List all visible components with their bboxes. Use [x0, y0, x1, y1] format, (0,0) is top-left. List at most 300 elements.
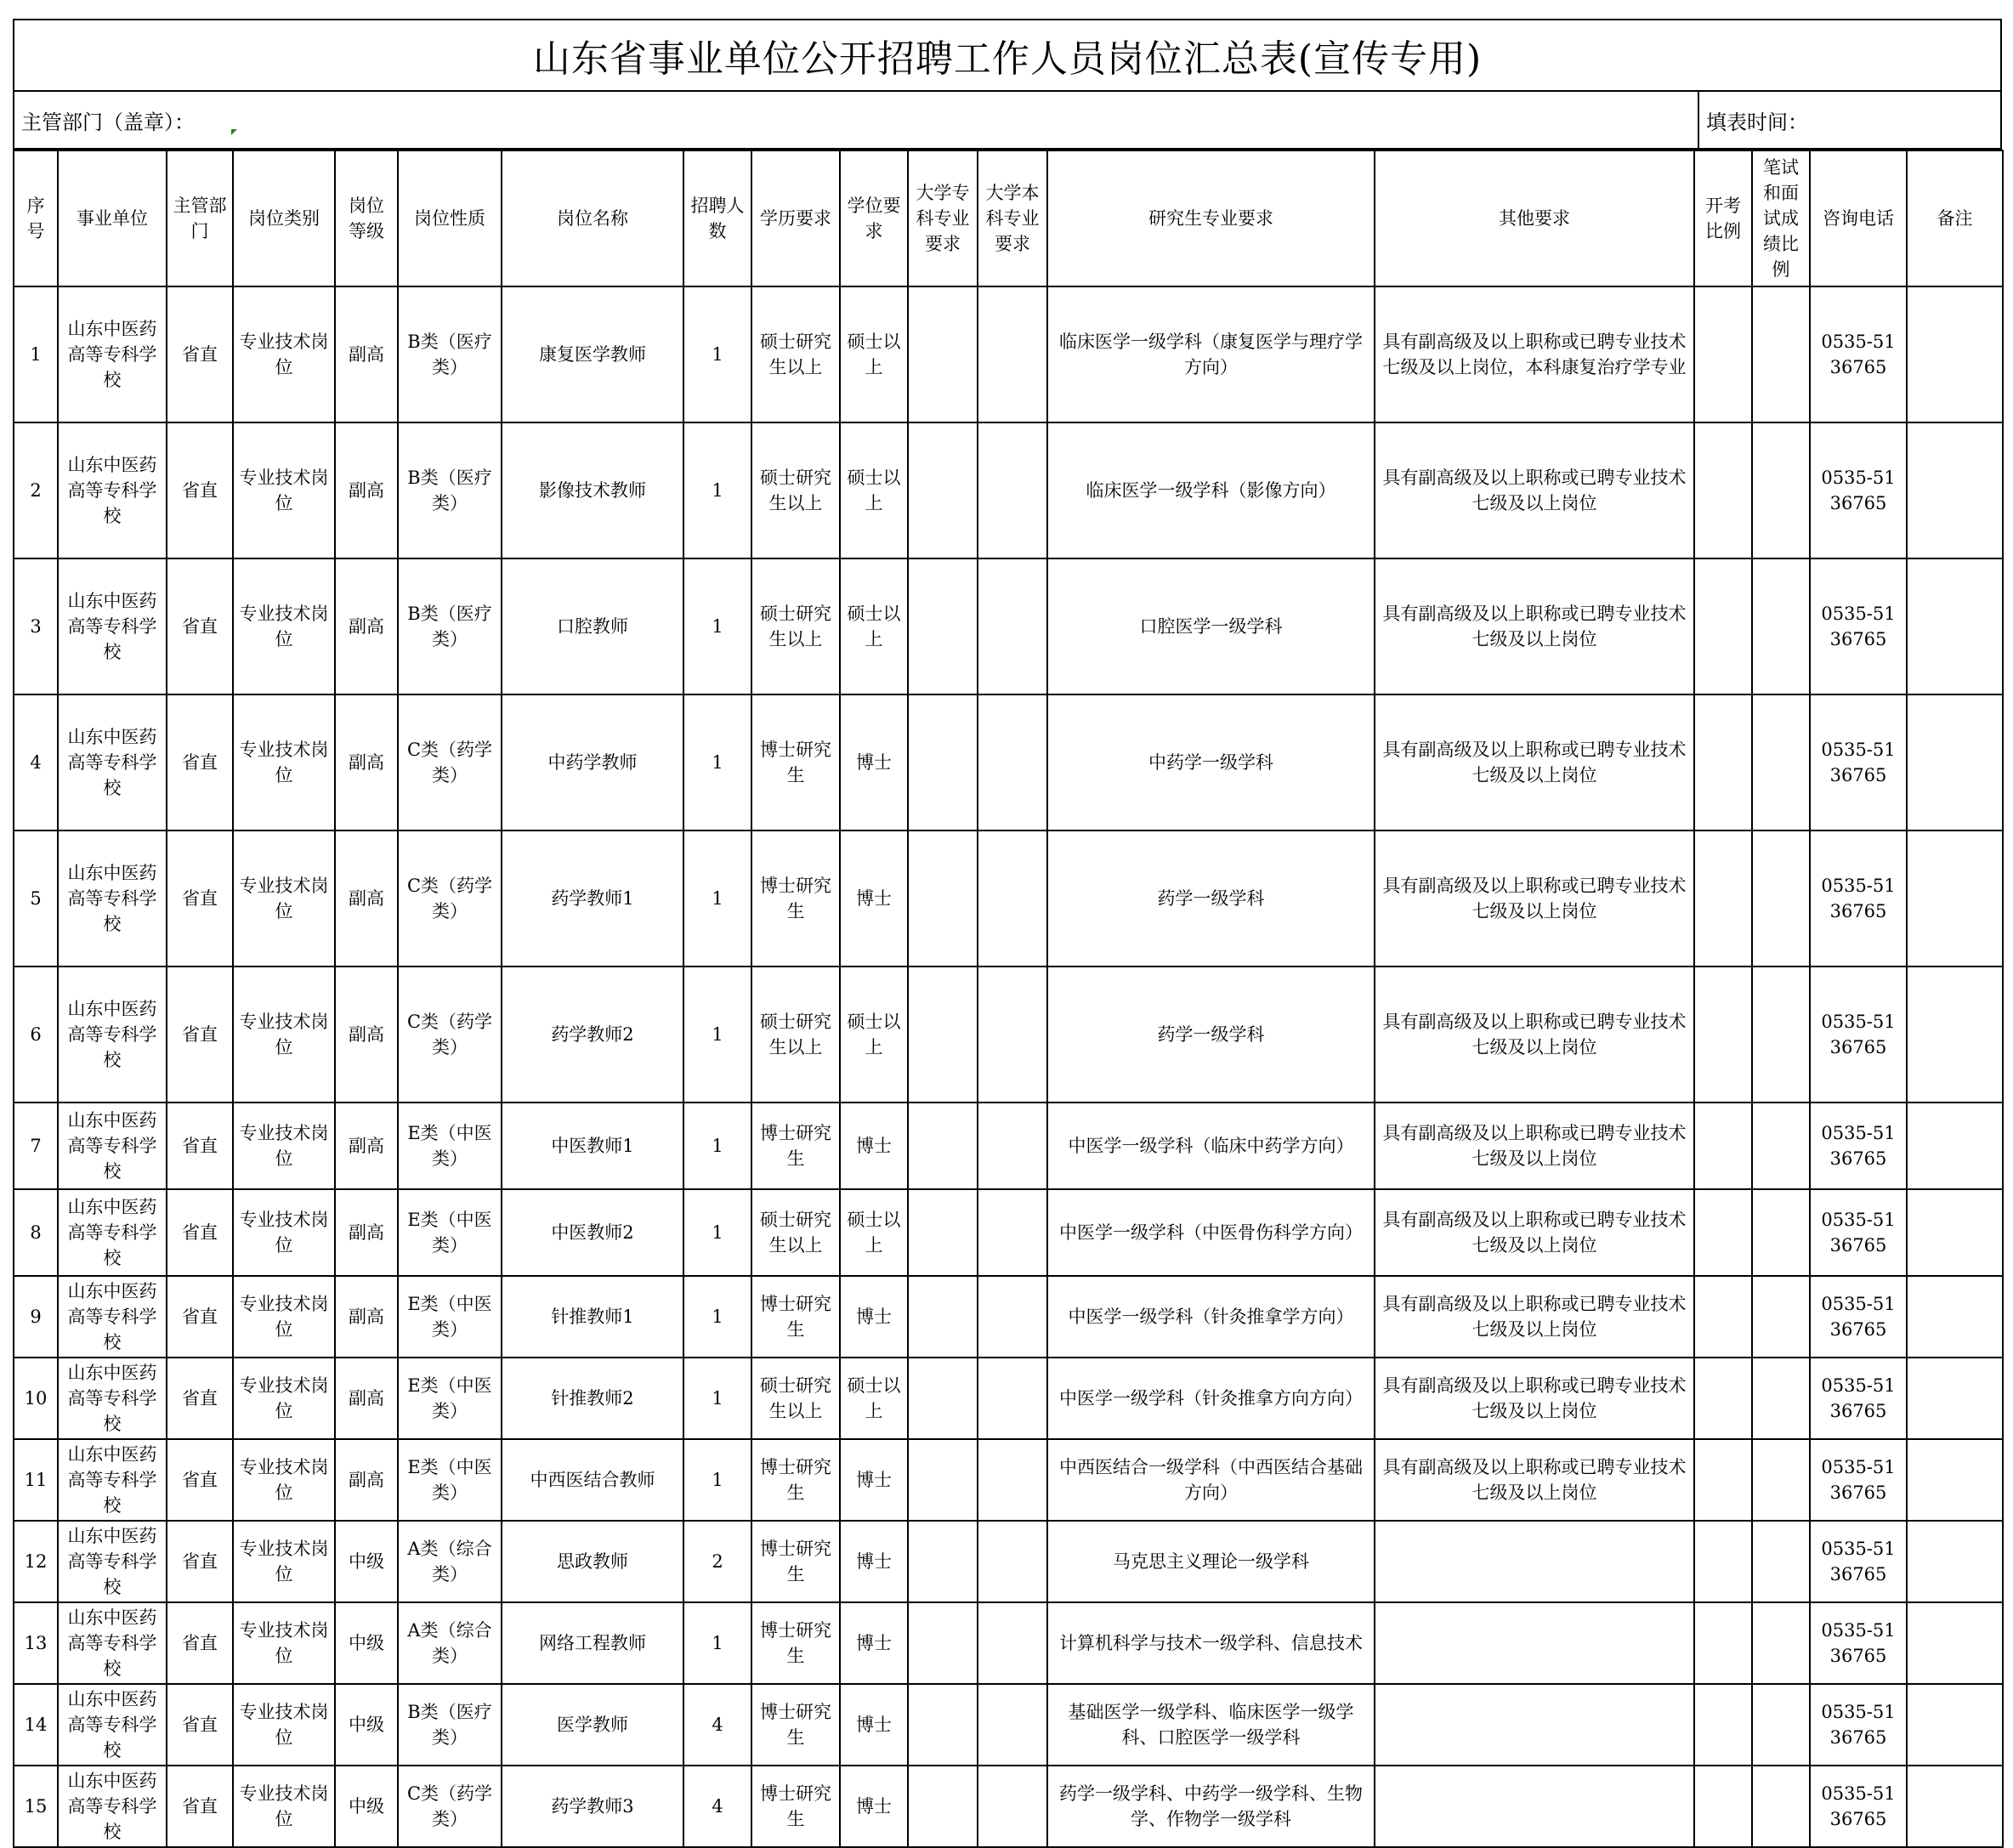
- cell-col-dept[interactable]: 省直: [167, 1521, 233, 1602]
- cell-comment-marker: [231, 129, 237, 135]
- cell-col-education[interactable]: 硕士研究生以上: [751, 422, 840, 558]
- cell-col-bachelor-major[interactable]: [978, 1358, 1047, 1439]
- cell-col-graduate-major[interactable]: 中医学一级学科（中医骨伤科学方向）: [1047, 1189, 1375, 1276]
- cell-col-degree[interactable]: 硕士以上: [840, 558, 908, 694]
- cell-col-level[interactable]: 中级: [335, 1521, 398, 1602]
- cell-col-count[interactable]: 1: [683, 558, 751, 694]
- cell-col-remarks[interactable]: [1907, 1521, 2003, 1602]
- cell-col-college-major[interactable]: [908, 1439, 978, 1521]
- cell-col-phone[interactable]: 0535-5136765: [1810, 1602, 1907, 1684]
- cell-col-level[interactable]: 中级: [335, 1602, 398, 1684]
- header-col-education: 学历要求: [751, 150, 840, 286]
- cell-col-category[interactable]: 专业技术岗位: [233, 422, 335, 558]
- cell-col-college-major[interactable]: [908, 1358, 978, 1439]
- cell-col-ratio[interactable]: [1694, 558, 1752, 694]
- cell-col-nature[interactable]: B类（医疗类）: [398, 286, 502, 422]
- cell-col-bachelor-major[interactable]: [978, 1602, 1047, 1684]
- cell-col-graduate-major[interactable]: 马克思主义理论一级学科: [1047, 1521, 1375, 1602]
- cell-col-remarks[interactable]: [1907, 1439, 2003, 1521]
- cell-col-count[interactable]: 1: [683, 422, 751, 558]
- header-col-count: 招聘人数: [683, 150, 751, 286]
- cell-col-college-major[interactable]: [908, 286, 978, 422]
- cell-col-category[interactable]: 专业技术岗位: [233, 967, 335, 1103]
- cell-col-ratio[interactable]: [1694, 830, 1752, 967]
- cell-col-ratio[interactable]: [1694, 1358, 1752, 1439]
- cell-col-phone[interactable]: 0535-5136765: [1810, 558, 1907, 694]
- cell-col-unit[interactable]: 山东中医药高等专科学校: [58, 286, 167, 422]
- cell-col-graduate-major[interactable]: 中医学一级学科（临床中药学方向）: [1047, 1103, 1375, 1189]
- cell-col-score-ratio[interactable]: [1752, 1103, 1810, 1189]
- cell-col-position[interactable]: 针推教师1: [502, 1276, 683, 1358]
- cell-col-dept[interactable]: 省直: [167, 1766, 233, 1847]
- cell-col-graduate-major[interactable]: 基础医学一级学科、临床医学一级学科、口腔医学一级学科: [1047, 1684, 1375, 1766]
- table-row: [14, 830, 2003, 967]
- cell-col-degree[interactable]: 博士: [840, 1439, 908, 1521]
- cell-col-other-req[interactable]: 具有副高级及以上职称或已聘专业技术七级及以上岗位: [1375, 830, 1694, 967]
- cell-col-phone[interactable]: 0535-5136765: [1810, 1439, 1907, 1521]
- cell-col-ratio[interactable]: [1694, 1684, 1752, 1766]
- cell-col-ratio[interactable]: [1694, 967, 1752, 1103]
- cell-col-degree[interactable]: 博士: [840, 1602, 908, 1684]
- cell-col-other-req[interactable]: 具有副高级及以上职称或已聘专业技术七级及以上岗位，本科康复治疗学专业: [1375, 286, 1694, 422]
- cell-col-score-ratio[interactable]: [1752, 558, 1810, 694]
- cell-col-ratio[interactable]: [1694, 1103, 1752, 1189]
- cell-col-position[interactable]: 中医教师1: [502, 1103, 683, 1189]
- cell-col-phone[interactable]: 0535-5136765: [1810, 1103, 1907, 1189]
- cell-col-other-req[interactable]: 具有副高级及以上职称或已聘专业技术七级及以上岗位: [1375, 1103, 1694, 1189]
- header-col-nature: 岗位性质: [398, 150, 502, 286]
- header-col-level: 岗位等级: [335, 150, 398, 286]
- cell-col-score-ratio[interactable]: [1752, 1521, 1810, 1602]
- cell-col-level[interactable]: 副高: [335, 1439, 398, 1521]
- cell-col-category[interactable]: 专业技术岗位: [233, 1602, 335, 1684]
- cell-col-score-ratio[interactable]: [1752, 1276, 1810, 1358]
- cell-col-college-major[interactable]: [908, 1521, 978, 1602]
- cell-col-degree[interactable]: 硕士以上: [840, 1189, 908, 1276]
- cell-col-ratio[interactable]: [1694, 1766, 1752, 1847]
- cell-col-remarks[interactable]: [1907, 1189, 2003, 1276]
- header-col-seq: 序号: [14, 150, 58, 286]
- cell-col-graduate-major[interactable]: 中药学一级学科: [1047, 694, 1375, 830]
- cell-col-position[interactable]: 思政教师: [502, 1521, 683, 1602]
- cell-col-count[interactable]: 1: [683, 694, 751, 830]
- cell-col-category[interactable]: 专业技术岗位: [233, 1766, 335, 1847]
- cell-col-college-major[interactable]: [908, 967, 978, 1103]
- cell-col-bachelor-major[interactable]: [978, 558, 1047, 694]
- cell-col-education[interactable]: 博士研究生: [751, 1766, 840, 1847]
- dept-stamp-label: 主管部门（盖章）：: [21, 110, 195, 134]
- cell-col-unit[interactable]: 山东中医药高等专科学校: [58, 1602, 167, 1684]
- cell-col-unit[interactable]: 山东中医药高等专科学校: [58, 1276, 167, 1358]
- cell-col-ratio[interactable]: [1694, 694, 1752, 830]
- cell-col-graduate-major[interactable]: 口腔医学一级学科: [1047, 558, 1375, 694]
- cell-col-nature[interactable]: E类（中医类）: [398, 1276, 502, 1358]
- header-col-phone: 咨询电话: [1810, 150, 1907, 286]
- cell-col-degree[interactable]: 博士: [840, 1766, 908, 1847]
- cell-col-other-req[interactable]: 具有副高级及以上职称或已聘专业技术七级及以上岗位: [1375, 558, 1694, 694]
- cell-col-bachelor-major[interactable]: [978, 694, 1047, 830]
- cell-col-position[interactable]: 中西医结合教师: [502, 1439, 683, 1521]
- cell-col-category[interactable]: 专业技术岗位: [233, 830, 335, 967]
- cell-col-count[interactable]: 4: [683, 1766, 751, 1847]
- cell-col-category[interactable]: 专业技术岗位: [233, 1521, 335, 1602]
- cell-col-dept[interactable]: 省直: [167, 286, 233, 422]
- cell-col-seq[interactable]: 7: [14, 1103, 58, 1189]
- cell-col-category[interactable]: 专业技术岗位: [233, 1189, 335, 1276]
- cell-col-phone[interactable]: 0535-5136765: [1810, 1358, 1907, 1439]
- cell-col-category[interactable]: 专业技术岗位: [233, 1276, 335, 1358]
- cell-col-position[interactable]: 药学教师1: [502, 830, 683, 967]
- cell-col-bachelor-major[interactable]: [978, 1684, 1047, 1766]
- cell-col-other-req[interactable]: [1375, 1602, 1694, 1684]
- cell-col-position[interactable]: 康复医学教师: [502, 286, 683, 422]
- cell-col-score-ratio[interactable]: [1752, 830, 1810, 967]
- cell-col-bachelor-major[interactable]: [978, 286, 1047, 422]
- cell-col-seq[interactable]: 11: [14, 1439, 58, 1521]
- cell-col-seq[interactable]: 5: [14, 830, 58, 967]
- cell-col-level[interactable]: 副高: [335, 1189, 398, 1276]
- cell-col-phone[interactable]: 0535-5136765: [1810, 1766, 1907, 1847]
- cell-col-education[interactable]: 硕士研究生以上: [751, 967, 840, 1103]
- cell-col-other-req[interactable]: [1375, 1521, 1694, 1602]
- cell-col-dept[interactable]: 省直: [167, 1602, 233, 1684]
- cell-col-education[interactable]: 博士研究生: [751, 1439, 840, 1521]
- cell-col-score-ratio[interactable]: [1752, 1602, 1810, 1684]
- cell-col-remarks[interactable]: [1907, 694, 2003, 830]
- cell-col-dept[interactable]: 省直: [167, 1684, 233, 1766]
- cell-col-degree[interactable]: 博士: [840, 1276, 908, 1358]
- cell-col-education[interactable]: 博士研究生: [751, 830, 840, 967]
- cell-col-nature[interactable]: C类（药学类）: [398, 1766, 502, 1847]
- cell-col-count[interactable]: 1: [683, 1276, 751, 1358]
- cell-col-unit[interactable]: 山东中医药高等专科学校: [58, 967, 167, 1103]
- cell-col-education[interactable]: 硕士研究生以上: [751, 1358, 840, 1439]
- cell-col-seq[interactable]: 6: [14, 967, 58, 1103]
- cell-col-phone[interactable]: 0535-5136765: [1810, 1684, 1907, 1766]
- cell-col-college-major[interactable]: [908, 1103, 978, 1189]
- cell-col-score-ratio[interactable]: [1752, 1766, 1810, 1847]
- cell-col-seq[interactable]: 13: [14, 1602, 58, 1684]
- cell-col-ratio[interactable]: [1694, 1276, 1752, 1358]
- cell-col-nature[interactable]: E类（中医类）: [398, 1103, 502, 1189]
- cell-col-score-ratio[interactable]: [1752, 967, 1810, 1103]
- cell-col-bachelor-major[interactable]: [978, 830, 1047, 967]
- cell-col-category[interactable]: 专业技术岗位: [233, 1103, 335, 1189]
- cell-col-education[interactable]: 硕士研究生以上: [751, 286, 840, 422]
- cell-col-seq[interactable]: 9: [14, 1276, 58, 1358]
- cell-col-count[interactable]: 1: [683, 1103, 751, 1189]
- cell-col-category[interactable]: 专业技术岗位: [233, 1684, 335, 1766]
- cell-col-seq[interactable]: 15: [14, 1766, 58, 1847]
- cell-col-seq[interactable]: 12: [14, 1521, 58, 1602]
- cell-col-category[interactable]: 专业技术岗位: [233, 1439, 335, 1521]
- cell-col-phone[interactable]: 0535-5136765: [1810, 1521, 1907, 1602]
- cell-col-dept[interactable]: 省直: [167, 1276, 233, 1358]
- cell-col-degree[interactable]: 硕士以上: [840, 1358, 908, 1439]
- cell-col-degree[interactable]: 硕士以上: [840, 422, 908, 558]
- cell-col-education[interactable]: 博士研究生: [751, 1521, 840, 1602]
- cell-col-bachelor-major[interactable]: [978, 967, 1047, 1103]
- cell-col-seq[interactable]: 14: [14, 1684, 58, 1766]
- header-col-score-ratio: 笔试和面试成绩比例: [1752, 150, 1810, 286]
- cell-col-count[interactable]: 4: [683, 1684, 751, 1766]
- cell-col-remarks[interactable]: [1907, 1602, 2003, 1684]
- cell-col-category[interactable]: 专业技术岗位: [233, 1358, 335, 1439]
- cell-col-college-major[interactable]: [908, 558, 978, 694]
- cell-col-bachelor-major[interactable]: [978, 1439, 1047, 1521]
- cell-col-unit[interactable]: 山东中医药高等专科学校: [58, 1766, 167, 1847]
- cell-col-other-req[interactable]: 具有副高级及以上职称或已聘专业技术七级及以上岗位: [1375, 422, 1694, 558]
- cell-col-degree[interactable]: 博士: [840, 830, 908, 967]
- cell-col-nature[interactable]: E类（中医类）: [398, 1358, 502, 1439]
- cell-col-graduate-major[interactable]: 药学一级学科: [1047, 967, 1375, 1103]
- cell-col-education[interactable]: 博士研究生: [751, 1602, 840, 1684]
- cell-col-dept[interactable]: 省直: [167, 558, 233, 694]
- cell-col-seq[interactable]: 8: [14, 1189, 58, 1276]
- cell-col-unit[interactable]: 山东中医药高等专科学校: [58, 1103, 167, 1189]
- table-row: [14, 286, 2003, 422]
- cell-col-seq[interactable]: 4: [14, 694, 58, 830]
- cell-col-nature[interactable]: B类（医疗类）: [398, 558, 502, 694]
- cell-col-other-req[interactable]: 具有副高级及以上职称或已聘专业技术七级及以上岗位: [1375, 967, 1694, 1103]
- cell-col-ratio[interactable]: [1694, 286, 1752, 422]
- cell-col-dept[interactable]: 省直: [167, 1189, 233, 1276]
- header-col-position: 岗位名称: [502, 150, 683, 286]
- cell-col-unit[interactable]: 山东中医药高等专科学校: [58, 830, 167, 967]
- cell-col-remarks[interactable]: [1907, 286, 2003, 422]
- cell-col-degree[interactable]: 硕士以上: [840, 967, 908, 1103]
- cell-col-nature[interactable]: E类（中医类）: [398, 1439, 502, 1521]
- cell-col-unit[interactable]: 山东中医药高等专科学校: [58, 1358, 167, 1439]
- cell-col-count[interactable]: 1: [683, 1602, 751, 1684]
- cell-col-level[interactable]: 副高: [335, 967, 398, 1103]
- cell-col-seq[interactable]: 1: [14, 286, 58, 422]
- cell-col-phone[interactable]: 0535-5136765: [1810, 830, 1907, 967]
- cell-col-nature[interactable]: E类（中医类）: [398, 1189, 502, 1276]
- cell-col-unit[interactable]: 山东中医药高等专科学校: [58, 558, 167, 694]
- cell-col-position[interactable]: 影像技术教师: [502, 422, 683, 558]
- cell-col-unit[interactable]: 山东中医药高等专科学校: [58, 422, 167, 558]
- cell-col-dept[interactable]: 省直: [167, 694, 233, 830]
- header-col-graduate-major: 研究生专业要求: [1047, 150, 1375, 286]
- table-row: [14, 1103, 2003, 1189]
- cell-col-graduate-major[interactable]: 中医学一级学科（针灸推拿学方向）: [1047, 1276, 1375, 1358]
- cell-col-count[interactable]: 1: [683, 1358, 751, 1439]
- cell-col-count[interactable]: 1: [683, 1189, 751, 1276]
- cell-col-remarks[interactable]: [1907, 1684, 2003, 1766]
- recruitment-table-sheet: [13, 19, 2002, 1848]
- cell-col-score-ratio[interactable]: [1752, 422, 1810, 558]
- cell-col-college-major[interactable]: [908, 1276, 978, 1358]
- cell-col-position[interactable]: 药学教师2: [502, 967, 683, 1103]
- cell-col-bachelor-major[interactable]: [978, 422, 1047, 558]
- cell-col-other-req[interactable]: 具有副高级及以上职称或已聘专业技术七级及以上岗位: [1375, 1189, 1694, 1276]
- cell-col-phone[interactable]: 0535-5136765: [1810, 967, 1907, 1103]
- cell-col-level[interactable]: 中级: [335, 1684, 398, 1766]
- cell-col-score-ratio[interactable]: [1752, 1439, 1810, 1521]
- cell-col-level[interactable]: 副高: [335, 694, 398, 830]
- cell-col-bachelor-major[interactable]: [978, 1189, 1047, 1276]
- cell-col-remarks[interactable]: [1907, 1766, 2003, 1847]
- table-row: [14, 1276, 2003, 1358]
- cell-col-position[interactable]: 针推教师2: [502, 1358, 683, 1439]
- cell-col-education[interactable]: 硕士研究生以上: [751, 1189, 840, 1276]
- cell-col-graduate-major[interactable]: 中医学一级学科（针灸推拿方向方向）: [1047, 1358, 1375, 1439]
- cell-col-category[interactable]: 专业技术岗位: [233, 286, 335, 422]
- cell-col-education[interactable]: 硕士研究生以上: [751, 558, 840, 694]
- cell-col-degree[interactable]: 博士: [840, 694, 908, 830]
- cell-col-dept[interactable]: 省直: [167, 1439, 233, 1521]
- cell-col-level[interactable]: 副高: [335, 1103, 398, 1189]
- cell-col-category[interactable]: 专业技术岗位: [233, 694, 335, 830]
- cell-col-remarks[interactable]: [1907, 1358, 2003, 1439]
- cell-col-phone[interactable]: 0535-5136765: [1810, 286, 1907, 422]
- cell-col-score-ratio[interactable]: [1752, 1189, 1810, 1276]
- cell-col-education[interactable]: 博士研究生: [751, 1684, 840, 1766]
- cell-col-nature[interactable]: A类（综合类）: [398, 1602, 502, 1684]
- cell-col-college-major[interactable]: [908, 830, 978, 967]
- cell-col-nature[interactable]: C类（药学类）: [398, 967, 502, 1103]
- header-col-ratio: 开考比例: [1694, 150, 1752, 286]
- cell-col-degree[interactable]: 硕士以上: [840, 286, 908, 422]
- cell-col-level[interactable]: 副高: [335, 422, 398, 558]
- cell-col-level[interactable]: 中级: [335, 1766, 398, 1847]
- cell-col-degree[interactable]: 博士: [840, 1521, 908, 1602]
- cell-col-level[interactable]: 副高: [335, 830, 398, 967]
- positions-table: [13, 150, 2004, 1848]
- table-row: [14, 558, 2003, 694]
- cell-col-score-ratio[interactable]: [1752, 1358, 1810, 1439]
- cell-col-nature[interactable]: B类（医疗类）: [398, 422, 502, 558]
- cell-col-ratio[interactable]: [1694, 1602, 1752, 1684]
- cell-col-unit[interactable]: 山东中医药高等专科学校: [58, 1189, 167, 1276]
- cell-col-ratio[interactable]: [1694, 422, 1752, 558]
- table-row: [14, 1189, 2003, 1276]
- cell-col-other-req[interactable]: [1375, 1684, 1694, 1766]
- cell-col-level[interactable]: 副高: [335, 1358, 398, 1439]
- cell-col-bachelor-major[interactable]: [978, 1766, 1047, 1847]
- cell-col-college-major[interactable]: [908, 422, 978, 558]
- cell-col-phone[interactable]: 0535-5136765: [1810, 1276, 1907, 1358]
- cell-col-unit[interactable]: 山东中医药高等专科学校: [58, 1684, 167, 1766]
- cell-col-ratio[interactable]: [1694, 1189, 1752, 1276]
- cell-col-level[interactable]: 副高: [335, 558, 398, 694]
- header-col-other-req: 其他要求: [1375, 150, 1694, 286]
- cell-col-dept[interactable]: 省直: [167, 830, 233, 967]
- cell-col-seq[interactable]: 2: [14, 422, 58, 558]
- cell-col-seq[interactable]: 10: [14, 1358, 58, 1439]
- cell-col-college-major[interactable]: [908, 1766, 978, 1847]
- cell-col-education[interactable]: 博士研究生: [751, 694, 840, 830]
- cell-col-count[interactable]: 1: [683, 967, 751, 1103]
- cell-col-degree[interactable]: 博士: [840, 1684, 908, 1766]
- cell-col-nature[interactable]: A类（综合类）: [398, 1521, 502, 1602]
- cell-col-nature[interactable]: B类（医疗类）: [398, 1684, 502, 1766]
- cell-col-other-req[interactable]: 具有副高级及以上职称或已聘专业技术七级及以上岗位: [1375, 1276, 1694, 1358]
- cell-col-dept[interactable]: 省直: [167, 1103, 233, 1189]
- cell-col-position[interactable]: 中医教师2: [502, 1189, 683, 1276]
- cell-col-degree[interactable]: 博士: [840, 1103, 908, 1189]
- cell-col-seq[interactable]: 3: [14, 558, 58, 694]
- cell-col-dept[interactable]: 省直: [167, 422, 233, 558]
- cell-col-count[interactable]: 1: [683, 286, 751, 422]
- cell-col-remarks[interactable]: [1907, 830, 2003, 967]
- cell-col-graduate-major[interactable]: 临床医学一级学科（影像方向）: [1047, 422, 1375, 558]
- cell-col-remarks[interactable]: [1907, 422, 2003, 558]
- cell-col-unit[interactable]: 山东中医药高等专科学校: [58, 1521, 167, 1602]
- cell-col-phone[interactable]: 0535-5136765: [1810, 1189, 1907, 1276]
- cell-col-position[interactable]: 医学教师: [502, 1684, 683, 1766]
- cell-col-nature[interactable]: C类（药学类）: [398, 830, 502, 967]
- cell-col-bachelor-major[interactable]: [978, 1276, 1047, 1358]
- cell-col-graduate-major[interactable]: 中西医结合一级学科（中西医结合基础方向）: [1047, 1439, 1375, 1521]
- cell-col-nature[interactable]: C类（药学类）: [398, 694, 502, 830]
- cell-col-remarks[interactable]: [1907, 558, 2003, 694]
- cell-col-count[interactable]: 2: [683, 1521, 751, 1602]
- cell-col-position[interactable]: 药学教师3: [502, 1766, 683, 1847]
- cell-col-graduate-major[interactable]: 计算机科学与技术一级学科、信息技术: [1047, 1602, 1375, 1684]
- cell-col-phone[interactable]: 0535-5136765: [1810, 422, 1907, 558]
- header-col-unit: 事业单位: [58, 150, 167, 286]
- cell-col-college-major[interactable]: [908, 1602, 978, 1684]
- cell-col-ratio[interactable]: [1694, 1439, 1752, 1521]
- fill-date-label: 填表时间：: [1698, 92, 1995, 148]
- cell-col-phone[interactable]: 0535-5136765: [1810, 694, 1907, 830]
- cell-col-other-req[interactable]: 具有副高级及以上职称或已聘专业技术七级及以上岗位: [1375, 694, 1694, 830]
- cell-col-unit[interactable]: 山东中医药高等专科学校: [58, 694, 167, 830]
- cell-col-dept[interactable]: 省直: [167, 967, 233, 1103]
- header-col-category: 岗位类别: [233, 150, 335, 286]
- cell-col-remarks[interactable]: [1907, 1103, 2003, 1189]
- table-row: [14, 1602, 2003, 1684]
- cell-col-other-req[interactable]: 具有副高级及以上职称或已聘专业技术七级及以上岗位: [1375, 1358, 1694, 1439]
- cell-col-college-major[interactable]: [908, 694, 978, 830]
- cell-col-other-req[interactable]: 具有副高级及以上职称或已聘专业技术七级及以上岗位: [1375, 1439, 1694, 1521]
- cell-col-college-major[interactable]: [908, 1189, 978, 1276]
- cell-col-level[interactable]: 副高: [335, 1276, 398, 1358]
- cell-col-bachelor-major[interactable]: [978, 1521, 1047, 1602]
- cell-col-dept[interactable]: 省直: [167, 1358, 233, 1439]
- cell-col-education[interactable]: 博士研究生: [751, 1103, 840, 1189]
- cell-col-position[interactable]: 网络工程教师: [502, 1602, 683, 1684]
- cell-col-score-ratio[interactable]: [1752, 694, 1810, 830]
- cell-col-position[interactable]: 中药学教师: [502, 694, 683, 830]
- cell-col-graduate-major[interactable]: 药学一级学科: [1047, 830, 1375, 967]
- cell-col-score-ratio[interactable]: [1752, 1684, 1810, 1766]
- cell-col-score-ratio[interactable]: [1752, 286, 1810, 422]
- cell-col-level[interactable]: 副高: [335, 286, 398, 422]
- header-col-bachelor-major: 大学本科专业要求: [978, 150, 1047, 286]
- cell-col-count[interactable]: 1: [683, 830, 751, 967]
- cell-col-ratio[interactable]: [1694, 1521, 1752, 1602]
- cell-col-graduate-major[interactable]: 临床医学一级学科（康复医学与理疗学方向）: [1047, 286, 1375, 422]
- table-row: [14, 1358, 2003, 1439]
- cell-col-remarks[interactable]: [1907, 1276, 2003, 1358]
- cell-col-unit[interactable]: 山东中医药高等专科学校: [58, 1439, 167, 1521]
- cell-col-position[interactable]: 口腔教师: [502, 558, 683, 694]
- cell-col-other-req[interactable]: [1375, 1766, 1694, 1847]
- cell-col-bachelor-major[interactable]: [978, 1103, 1047, 1189]
- cell-col-education[interactable]: 博士研究生: [751, 1276, 840, 1358]
- header-col-college-major: 大学专科专业要求: [908, 150, 978, 286]
- header-col-dept: 主管部门: [167, 150, 233, 286]
- cell-col-college-major[interactable]: [908, 1684, 978, 1766]
- cell-col-remarks[interactable]: [1907, 967, 2003, 1103]
- cell-col-graduate-major[interactable]: 药学一级学科、中药学一级学科、生物学、作物学一级学科: [1047, 1766, 1375, 1847]
- cell-col-category[interactable]: 专业技术岗位: [233, 558, 335, 694]
- header-col-degree: 学位要求: [840, 150, 908, 286]
- cell-col-count[interactable]: 1: [683, 1439, 751, 1521]
